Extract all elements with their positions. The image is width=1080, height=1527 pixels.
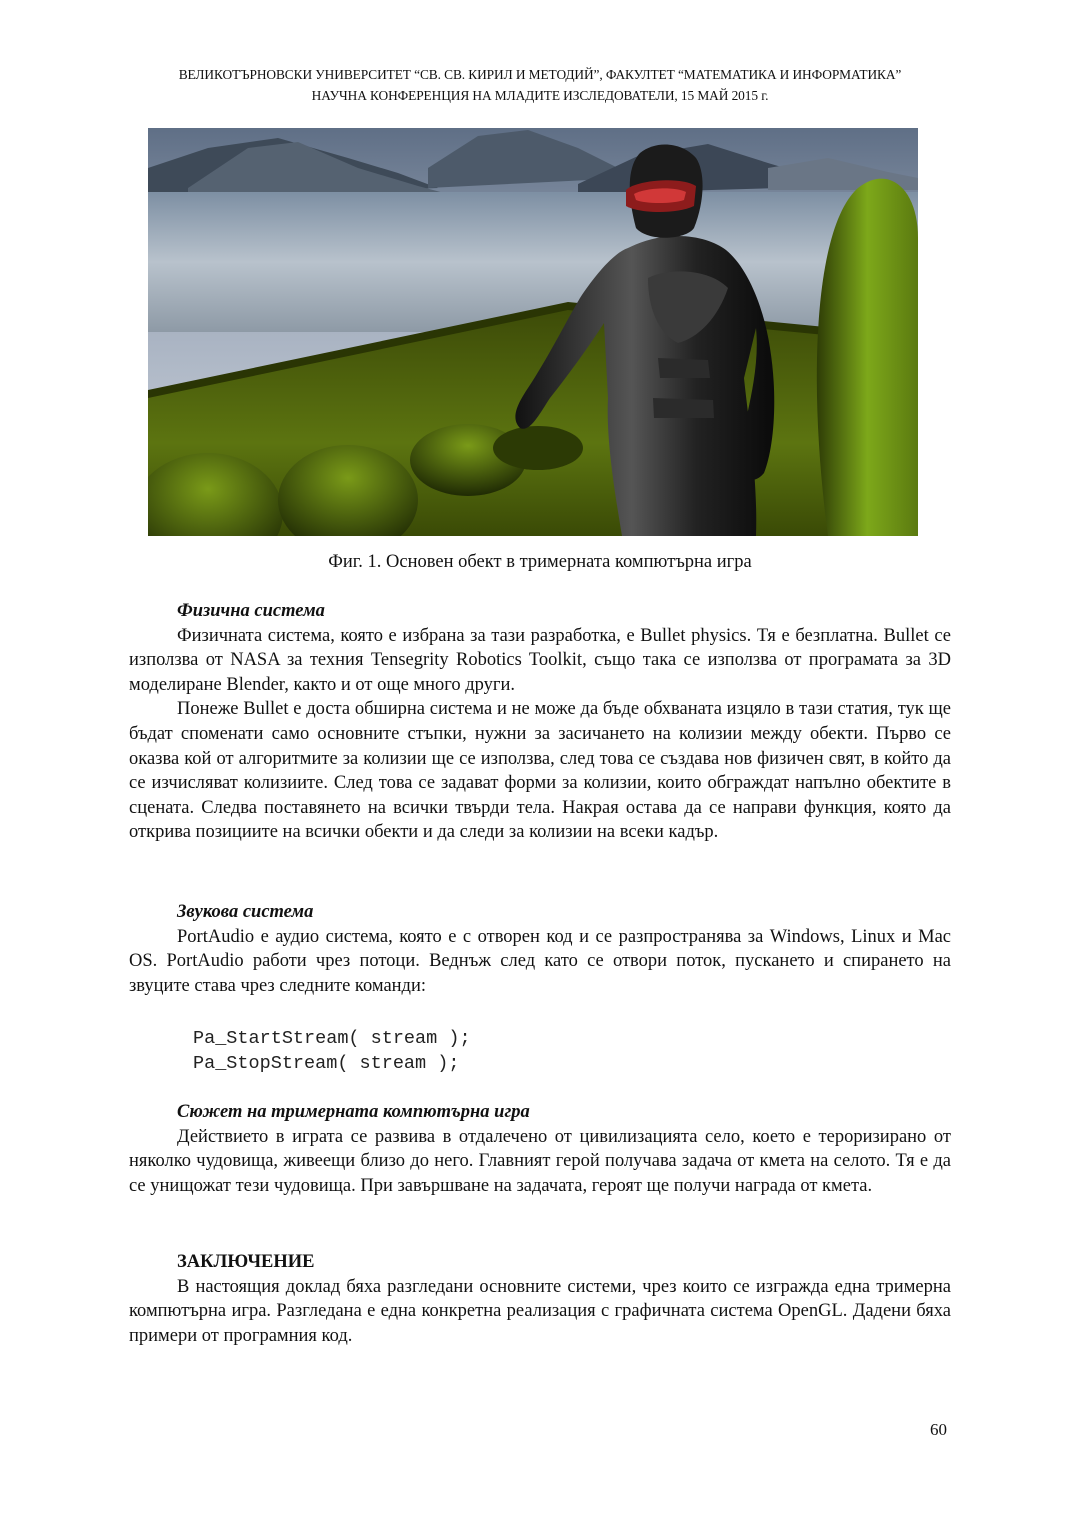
conclusion-heading: ЗАКЛЮЧЕНИЕ [177, 1252, 315, 1272]
physics-paragraph-1: Физичната система, която е избрана за тази разработка, е Bullet physics. Тя е безплатна. Bullet се използва от NASA за техния Tensegrity Robotics Toolkit, също така се използва от програмата за 3D моделиране Blender, както и от още много други. [129, 625, 951, 695]
game-screenshot-figure [148, 128, 918, 536]
section-physics [129, 599, 951, 845]
sound-heading: Звукова система [177, 902, 314, 922]
section-plot [129, 1100, 951, 1198]
plot-paragraph-1: Действието в играта се развива в отдалечено от цивилизацията село, което е тероризирано от няколко чудовища, живеещи близо до него. Главният герой получава задача от кмета на селото. Тя е да се унищожат тези чудовища. При завършване на задачата, героят ще получи награда от кмета. [129, 1126, 951, 1196]
game-scene-illustration [148, 128, 918, 536]
plot-heading: Сюжет на тримерната компютърна игра [177, 1102, 530, 1122]
code-start-stream: Pa_StartStream( stream ); [193, 1028, 471, 1049]
code-stop-stream: Pa_StopStream( stream ); [193, 1053, 460, 1074]
page-number: 60 [930, 1420, 947, 1439]
sound-paragraph-1: PortAudio е аудио система, която е с отворен код и се разпространява за Windows, Linux и Mac OS. PortAudio работи чрез потоци. Веднъж след като се отвори поток, пускането и спирането на звуците става чрез следните команди: [129, 926, 951, 996]
section-conclusion [129, 1250, 951, 1348]
header-line-1: ВЕЛИКОТЪРНОВСКИ УНИВЕРСИТЕТ “СВ. СВ. КИРИЛ И МЕТОДИЙ”, ФАКУЛТЕТ “МАТЕМАТИКА И ИНФОРМАТИКА” [178, 67, 902, 82]
header-line-2: НАУЧНА КОНФЕРЕНЦИЯ НА МЛАДИТЕ ИЗСЛЕДОВАТЕЛИ, 15 МАЙ 2015 г. [311, 88, 769, 103]
figure-caption: Фиг. 1. Основен обект в тримерната компютърна игра [328, 552, 752, 572]
physics-paragraph-2: Понеже Bullet е доста обширна система и не може да бъде обхваната изцяло в тази статия, тук ще бъдат споменати само основните стъпки, нужни за засичането на колизии между обекти. Първо се оказва кой от алгоритмите за колизии ще се използва, след това се създава нов физичен свят, в който да се изчисляват колизиите. След това се задават форми за колизии, които обграждат напълно обектите в сцената. Следва поставянето на всички твърди тела. Накрая остава да се направи функция, която да открива позициите на всички обекти и да следи за колизии на всеки кадър. [129, 699, 951, 843]
section-sound [129, 900, 951, 998]
page-header [0, 64, 1080, 106]
conclusion-paragraph-1: В настоящия доклад бяха разгледани основните системи, чрез които се изгражда една тримерна компютърна игра. Разгледана е една конкретна реализация с графичната система OpenGL. Дадени бяха примери от програмния код. [129, 1276, 951, 1346]
physics-heading: Физична система [177, 601, 325, 621]
